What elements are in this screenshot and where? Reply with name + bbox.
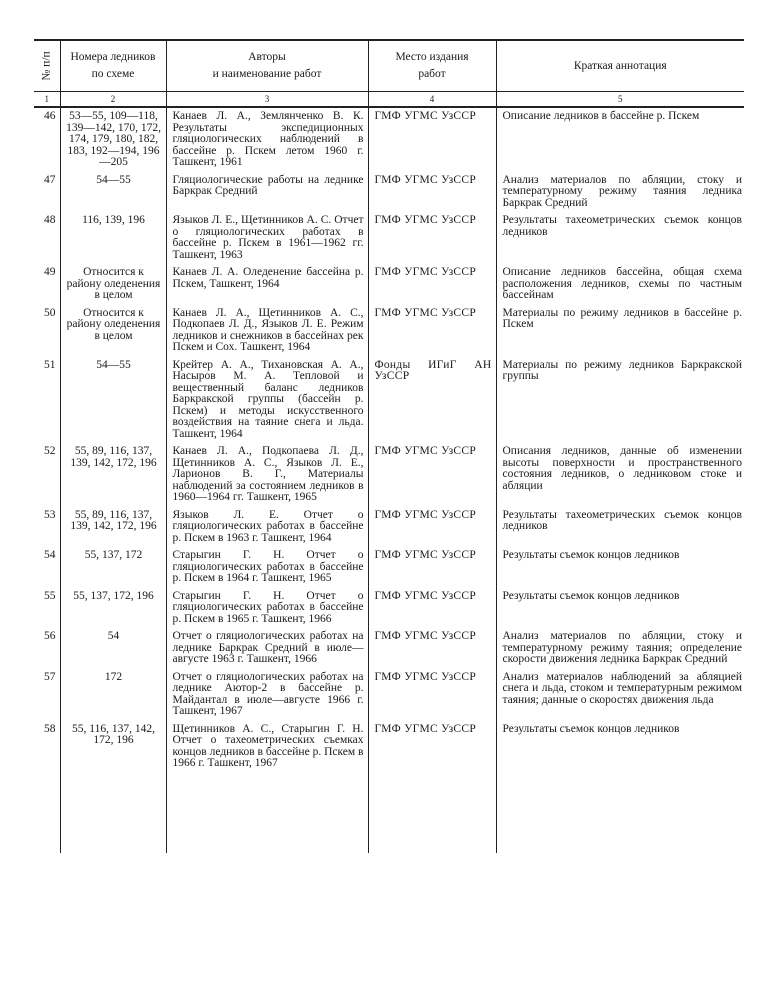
table-row <box>34 507 744 548</box>
column-number-row <box>34 92 744 108</box>
column-number: 1 <box>34 92 60 108</box>
row-annotation: Результаты съемок концов ледников <box>496 721 744 773</box>
row-glaciers: 54—55 <box>60 357 166 444</box>
row-authors: Языков Л. Е. Отчет о гляциологических работах в бассейне р. Пскем в 1963 г. Ташкент, 1964 <box>166 507 368 548</box>
row-annotation: Материалы по режиму ледников Баркракской группы <box>496 357 744 444</box>
row-glaciers: 54—55 <box>60 172 166 213</box>
row-place: ГМФ УГМС УзССР <box>368 547 496 588</box>
header-publication-place: Место издания работ <box>368 40 496 92</box>
row-authors: Канаев Л. А., Землянченко В. К. Результаты экспедиционных гляциологических наблюдений в бассейне р. Пскем летом 1960 г. Ташкент, 1961 <box>166 107 368 172</box>
row-authors: Старыгин Г. Н. Отчет о гляциологических работах в бассейне р. Пскем в 1965 г. Ташкент, 1966 <box>166 588 368 629</box>
glacier-works-table <box>34 39 744 853</box>
row-number: 52 <box>44 445 56 457</box>
row-glaciers: Относится к району оледенения в целом <box>60 264 166 305</box>
row-authors: Канаев Л. А., Подкопаева Л. Д., Щетинников А. С., Языков Л. Е., Ларионов В. Г., Материалы наблюдений за состоянием ледников в 1960—1964 гг. Ташкент, 1965 <box>166 443 368 507</box>
table-row <box>34 357 744 444</box>
row-glaciers: 55, 137, 172, 196 <box>60 588 166 629</box>
table-row <box>34 443 744 507</box>
row-number: 56 <box>44 630 56 642</box>
row-glaciers: 53—55, 109—118, 139—142, 170, 172, 174, 179, 180, 182, 183, 192—194, 196—205 <box>60 107 166 172</box>
row-place: ГМФ УГМС УзССР <box>368 669 496 721</box>
row-annotation: Анализ материалов по абляции, стоку и температурному режиму таяния; определение скорости движения ледника Баркрак Средний <box>496 628 744 669</box>
row-place: Фонды ИГиГ АН УзССР <box>368 357 496 444</box>
header-glacier-numbers: Номера ледников по схеме <box>60 40 166 92</box>
row-place: ГМФ УГМС УзССР <box>368 172 496 213</box>
table-row <box>34 547 744 588</box>
table-row <box>34 721 744 773</box>
table-row <box>34 305 744 357</box>
table-row <box>34 212 744 264</box>
row-number: 57 <box>44 670 56 683</box>
row-annotation: Анализ материалов по абляции, стоку и температурному режиму таяния ледника Баркрак Средний <box>496 172 744 213</box>
row-authors: Отчет о гляциологических работах на леднике Баркрак Средний в июле—августе 1963 г. Ташкент, 1966 <box>166 628 368 669</box>
row-number: 54 <box>44 549 56 561</box>
column-number: 4 <box>368 92 496 108</box>
table-header-row <box>34 40 744 92</box>
row-place: ГМФ УГМС УзССР <box>368 721 496 773</box>
row-number: 55 <box>44 589 56 602</box>
row-authors: Канаев Л. А., Щетинников А. С., Подкопаев Л. Д., Языков Л. Е. Режим ледников и снежников в бассейнах рек Пскем и Сох. Ташкент, 1964 <box>166 305 368 357</box>
table-row <box>34 264 744 305</box>
row-authors: Языков Л. Е., Щетинников А. С. Отчет о гляциологических работах в бассейне р. Пскем в 1961—1962 гг. Ташкент, 1963 <box>166 212 368 264</box>
row-number: 50 <box>44 306 56 319</box>
row-annotation: Анализ материалов наблюдений за абляцией снега и льда, стоком и температурным режимом таяния; данные о скоростях движения льда <box>496 669 744 721</box>
row-number: 48 <box>44 214 56 226</box>
row-annotation: Результаты тахеометрических съемок концов ледников <box>496 507 744 548</box>
header-authors: Авторы и наименование работ <box>166 40 368 92</box>
column-number: 2 <box>60 92 166 108</box>
row-glaciers: Относится к району оледенения в целом <box>60 305 166 357</box>
row-place: ГМФ УГМС УзССР <box>368 264 496 305</box>
row-place: ГМФ УГМС УзССР <box>368 305 496 357</box>
table-row <box>34 669 744 721</box>
row-number: 46 <box>44 110 56 122</box>
row-glaciers: 116, 139, 196 <box>60 212 166 264</box>
row-number: 49 <box>44 266 56 278</box>
header-number: № п/п <box>34 40 60 92</box>
row-annotation: Результаты съемок концов ледников <box>496 547 744 588</box>
row-annotation: Материалы по режиму ледников в бассейне р. Пскем <box>496 305 744 357</box>
row-number: 47 <box>44 173 56 186</box>
row-place: ГМФ УГМС УзССР <box>368 107 496 172</box>
row-authors: Старыгин Г. Н. Отчет о гляциологических работах в бассейне р. Пскем в 1964 г. Ташкент, 1965 <box>166 547 368 588</box>
row-glaciers: 55, 89, 116, 137, 139, 142, 172, 196 <box>60 443 166 507</box>
row-number: 51 <box>44 358 56 371</box>
row-glaciers: 54 <box>60 628 166 669</box>
row-authors: Отчет о гляциологических работах на леднике Аютор-2 в бассейне р. Майдантал в июле—августе 1966 г. Ташкент, 1967 <box>166 669 368 721</box>
row-annotation: Описание ледников в бассейне р. Пскем <box>496 107 744 172</box>
row-place: ГМФ УГМС УзССР <box>368 507 496 548</box>
row-place: ГМФ УГМС УзССР <box>368 628 496 669</box>
table-row <box>34 172 744 213</box>
table-row <box>34 107 744 172</box>
table-body <box>34 107 744 853</box>
row-place: ГМФ УГМС УзССР <box>368 588 496 629</box>
table-row <box>34 588 744 629</box>
row-place: ГМФ УГМС УзССР <box>368 212 496 264</box>
row-authors: Щетинников А. С., Старыгин Г. Н. Отчет о тахеометрических съемках концов ледников в бассейне р. Пскем в 1966 г. Ташкент, 1967 <box>166 721 368 773</box>
row-annotation: Результаты съемок концов ледников <box>496 588 744 629</box>
header-annotation: Краткая аннотация <box>496 40 744 92</box>
column-number: 3 <box>166 92 368 108</box>
column-number: 5 <box>496 92 744 108</box>
row-authors: Гляциологические работы на леднике Баркрак Средний <box>166 172 368 213</box>
row-place: ГМФ УГМС УзССР <box>368 443 496 507</box>
row-glaciers: 55, 116, 137, 142, 172, 196 <box>60 721 166 773</box>
table-row <box>34 628 744 669</box>
row-glaciers: 55, 137, 172 <box>60 547 166 588</box>
row-annotation: Описания ледников, данные об изменении высоты поверхности и пространственного состояния ледников, о ледниковом стоке и абляции <box>496 443 744 507</box>
row-authors: Крейтер А. А., Тихановская А. А., Насыров М. А. Тепловой и вещественный баланс ледников Баркракской группы (бассейн р. Пскем) и методы искусственного воздействия на таяние снега и льда. Ташкент, 1964 <box>166 357 368 444</box>
row-authors: Канаев Л. А. Оледенение бассейна р. Пскем, Ташкент, 1964 <box>166 264 368 305</box>
row-number: 58 <box>44 722 56 735</box>
row-glaciers: 172 <box>60 669 166 721</box>
row-number: 53 <box>44 508 56 521</box>
row-glaciers: 55, 89, 116, 137, 139, 142, 172, 196 <box>60 507 166 548</box>
table-empty-space <box>34 773 744 853</box>
row-annotation: Описание ледников бассейна, общая схема расположения ледников, схемы по частным бассейнам <box>496 264 744 305</box>
row-annotation: Результаты тахеометрических съемок концов ледников <box>496 212 744 264</box>
